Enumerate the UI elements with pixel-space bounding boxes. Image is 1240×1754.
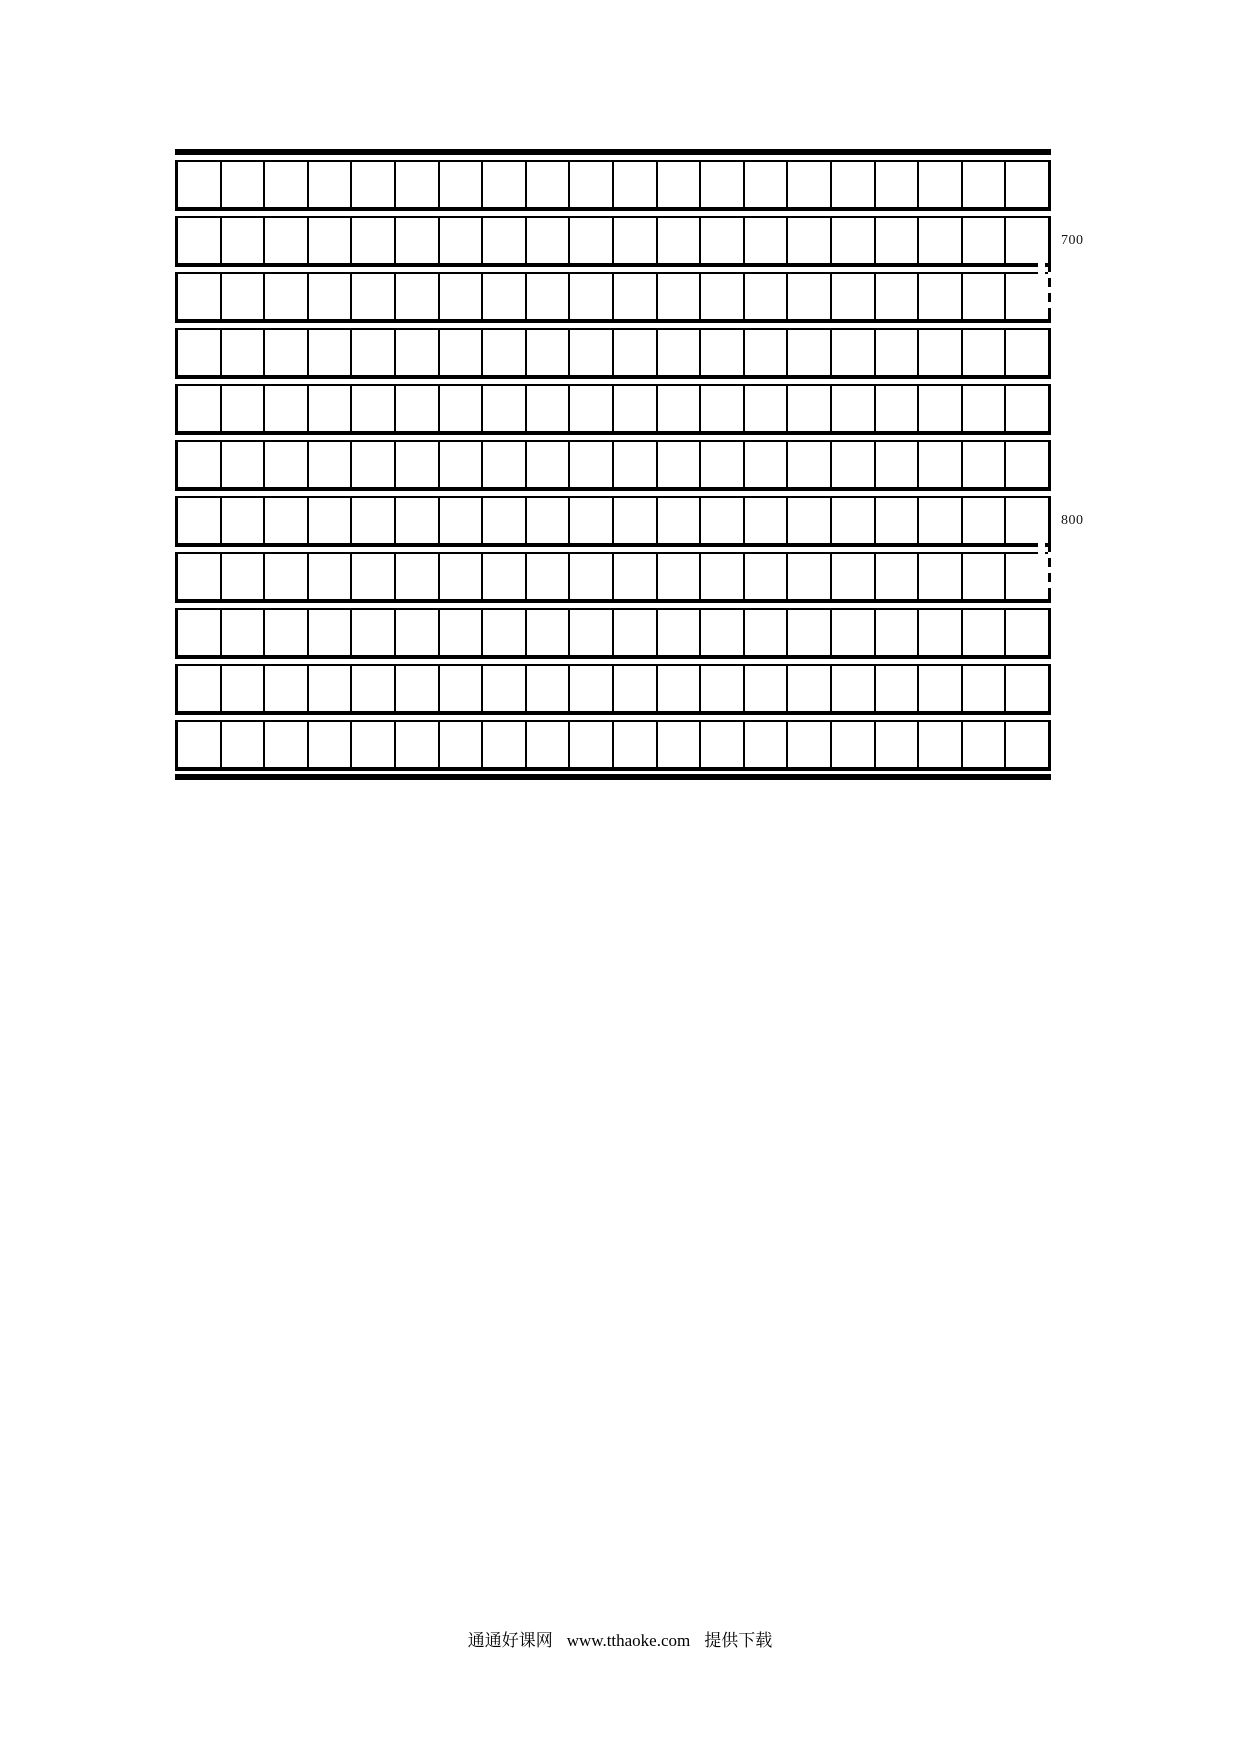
writing-cell xyxy=(963,162,1007,207)
writing-cell xyxy=(222,442,266,487)
writing-cell xyxy=(396,442,440,487)
writing-cell xyxy=(1006,162,1048,207)
writing-cell xyxy=(483,218,527,263)
grid-row xyxy=(175,552,1051,603)
writing-cell xyxy=(1006,554,1048,599)
writing-cell xyxy=(745,218,789,263)
writing-cell xyxy=(701,666,745,711)
writing-cell xyxy=(919,162,963,207)
writing-cell xyxy=(309,442,353,487)
writing-cell xyxy=(658,498,702,543)
writing-cell xyxy=(658,722,702,767)
footer-url: www.tthaoke.com xyxy=(566,1631,691,1650)
writing-cell xyxy=(745,330,789,375)
writing-cell xyxy=(701,330,745,375)
writing-cell xyxy=(658,218,702,263)
writing-cell xyxy=(745,386,789,431)
writing-cell xyxy=(745,498,789,543)
writing-cell xyxy=(178,442,222,487)
writing-cell xyxy=(483,330,527,375)
writing-cell xyxy=(745,666,789,711)
writing-cell xyxy=(614,666,658,711)
writing-cell xyxy=(440,330,484,375)
writing-cell xyxy=(527,554,571,599)
writing-cell xyxy=(352,442,396,487)
writing-cell xyxy=(265,610,309,655)
grid-row xyxy=(175,608,1051,659)
writing-cell xyxy=(963,610,1007,655)
writing-cell xyxy=(352,666,396,711)
writing-cell xyxy=(352,722,396,767)
writing-cell xyxy=(178,498,222,543)
writing-cell xyxy=(919,218,963,263)
writing-cell xyxy=(178,610,222,655)
writing-cell xyxy=(483,498,527,543)
writing-cell xyxy=(527,218,571,263)
grid-row xyxy=(175,384,1051,435)
writing-cell xyxy=(745,274,789,319)
writing-cell xyxy=(788,610,832,655)
writing-cell xyxy=(396,666,440,711)
writing-cell xyxy=(527,722,571,767)
writing-cell xyxy=(701,162,745,207)
writing-cell xyxy=(658,274,702,319)
writing-cell xyxy=(614,274,658,319)
footer xyxy=(0,1631,1240,1651)
writing-cell xyxy=(832,330,876,375)
writing-cell xyxy=(701,722,745,767)
writing-cell xyxy=(222,722,266,767)
writing-cell xyxy=(919,330,963,375)
writing-cell xyxy=(352,330,396,375)
writing-cell xyxy=(788,330,832,375)
writing-cell xyxy=(658,442,702,487)
writing-cell xyxy=(527,666,571,711)
writing-cell xyxy=(963,274,1007,319)
writing-cell xyxy=(396,498,440,543)
writing-cell xyxy=(352,610,396,655)
writing-cell xyxy=(440,274,484,319)
writing-cell xyxy=(483,722,527,767)
writing-cell xyxy=(222,274,266,319)
writing-cell xyxy=(1006,666,1048,711)
writing-cell xyxy=(440,498,484,543)
writing-cell xyxy=(1006,274,1048,319)
grid-row xyxy=(175,216,1051,267)
writing-cell xyxy=(701,218,745,263)
writing-cell xyxy=(222,498,266,543)
writing-cell xyxy=(222,386,266,431)
writing-cell xyxy=(832,274,876,319)
writing-cell xyxy=(309,162,353,207)
word-count-marker-800: 800 xyxy=(1061,513,1084,528)
writing-cell xyxy=(527,330,571,375)
writing-cell xyxy=(614,330,658,375)
writing-cell xyxy=(919,274,963,319)
grid-row xyxy=(175,720,1051,771)
writing-cell xyxy=(265,442,309,487)
writing-cell xyxy=(1006,442,1048,487)
writing-cell xyxy=(919,386,963,431)
writing-cell xyxy=(527,274,571,319)
writing-cell xyxy=(832,162,876,207)
writing-cell xyxy=(788,274,832,319)
word-count-marker-700: 700 xyxy=(1061,233,1084,248)
writing-cell xyxy=(265,274,309,319)
writing-cell xyxy=(832,218,876,263)
writing-cell xyxy=(440,162,484,207)
writing-cell xyxy=(265,722,309,767)
writing-cell xyxy=(919,554,963,599)
writing-cell xyxy=(440,722,484,767)
writing-cell xyxy=(658,554,702,599)
footer-suffix: 提供下载 xyxy=(704,1631,773,1650)
writing-cell xyxy=(352,274,396,319)
writing-cell xyxy=(352,218,396,263)
writing-cell xyxy=(963,666,1007,711)
grid-bottom-border xyxy=(175,774,1051,780)
writing-cell xyxy=(178,162,222,207)
writing-cell xyxy=(1006,498,1048,543)
writing-cell xyxy=(265,498,309,543)
writing-cell xyxy=(788,442,832,487)
writing-cell xyxy=(963,386,1007,431)
writing-cell xyxy=(832,610,876,655)
writing-cell xyxy=(658,610,702,655)
writing-cell xyxy=(483,554,527,599)
writing-cell xyxy=(745,722,789,767)
writing-cell xyxy=(265,666,309,711)
writing-cell xyxy=(570,218,614,263)
writing-cell xyxy=(614,498,658,543)
writing-cell xyxy=(440,386,484,431)
writing-cell xyxy=(745,554,789,599)
writing-cell xyxy=(352,386,396,431)
writing-cell xyxy=(876,274,920,319)
writing-cell xyxy=(527,610,571,655)
grid-row xyxy=(175,160,1051,211)
writing-cell xyxy=(658,330,702,375)
writing-cell xyxy=(614,610,658,655)
writing-cell xyxy=(701,554,745,599)
writing-cell xyxy=(483,274,527,319)
writing-cell xyxy=(352,162,396,207)
writing-cell xyxy=(788,666,832,711)
writing-cell xyxy=(527,386,571,431)
writing-cell xyxy=(527,162,571,207)
writing-cell xyxy=(788,554,832,599)
writing-cell xyxy=(1006,218,1048,263)
grid-row xyxy=(175,496,1051,547)
writing-cell xyxy=(396,554,440,599)
writing-cell xyxy=(309,722,353,767)
writing-cell xyxy=(658,162,702,207)
writing-cell xyxy=(570,666,614,711)
writing-cell xyxy=(570,498,614,543)
writing-cell xyxy=(876,218,920,263)
writing-cell xyxy=(570,722,614,767)
writing-cell xyxy=(701,386,745,431)
writing-cell xyxy=(963,442,1007,487)
writing-cell xyxy=(570,330,614,375)
writing-cell xyxy=(1006,722,1048,767)
writing-cell xyxy=(178,722,222,767)
writing-cell xyxy=(178,330,222,375)
writing-cell xyxy=(1006,386,1048,431)
writing-cell xyxy=(701,274,745,319)
writing-cell xyxy=(963,218,1007,263)
writing-cell xyxy=(614,442,658,487)
writing-cell xyxy=(1006,610,1048,655)
writing-cell xyxy=(570,274,614,319)
writing-cell xyxy=(178,554,222,599)
writing-cell xyxy=(832,722,876,767)
border-gap xyxy=(1038,539,1045,555)
writing-cell xyxy=(788,162,832,207)
grid-row xyxy=(175,272,1051,323)
writing-cell xyxy=(745,610,789,655)
writing-cell xyxy=(788,498,832,543)
writing-cell xyxy=(265,554,309,599)
writing-cell xyxy=(309,274,353,319)
writing-cell xyxy=(876,162,920,207)
footer-site-name: 通通好课网 xyxy=(467,1631,553,1650)
writing-cell xyxy=(483,162,527,207)
writing-cell xyxy=(483,666,527,711)
border-gap xyxy=(1038,259,1045,275)
writing-cell xyxy=(352,554,396,599)
grid-rows xyxy=(175,160,1051,771)
writing-cell xyxy=(832,498,876,543)
writing-cell xyxy=(265,386,309,431)
writing-cell xyxy=(396,386,440,431)
writing-cell xyxy=(658,386,702,431)
writing-cell xyxy=(440,218,484,263)
writing-cell xyxy=(919,722,963,767)
writing-cell xyxy=(614,554,658,599)
writing-cell xyxy=(483,610,527,655)
writing-cell xyxy=(832,666,876,711)
grid-row xyxy=(175,328,1051,379)
writing-cell xyxy=(876,386,920,431)
writing-cell xyxy=(963,498,1007,543)
grid-top-border xyxy=(175,149,1051,155)
composition-grid xyxy=(175,149,1051,780)
writing-cell xyxy=(222,330,266,375)
writing-cell xyxy=(876,498,920,543)
writing-cell xyxy=(440,666,484,711)
writing-cell xyxy=(483,386,527,431)
writing-cell xyxy=(963,722,1007,767)
writing-cell xyxy=(701,498,745,543)
writing-cell xyxy=(701,610,745,655)
writing-cell xyxy=(396,722,440,767)
writing-cell xyxy=(963,554,1007,599)
writing-cell xyxy=(440,442,484,487)
dashed-border-segment xyxy=(1048,263,1051,315)
writing-cell xyxy=(396,162,440,207)
writing-cell xyxy=(222,610,266,655)
writing-cell xyxy=(527,442,571,487)
writing-cell xyxy=(832,554,876,599)
writing-cell xyxy=(527,498,571,543)
writing-cell xyxy=(919,442,963,487)
writing-cell xyxy=(309,666,353,711)
writing-cell xyxy=(701,442,745,487)
writing-cell xyxy=(876,442,920,487)
writing-cell xyxy=(352,498,396,543)
writing-cell xyxy=(614,162,658,207)
writing-cell xyxy=(570,162,614,207)
writing-cell xyxy=(963,330,1007,375)
writing-cell xyxy=(658,666,702,711)
writing-cell xyxy=(745,442,789,487)
grid-row xyxy=(175,664,1051,715)
writing-cell xyxy=(178,274,222,319)
writing-cell xyxy=(309,610,353,655)
writing-cell xyxy=(614,386,658,431)
writing-cell xyxy=(919,666,963,711)
writing-cell xyxy=(745,162,789,207)
writing-cell xyxy=(832,442,876,487)
writing-cell xyxy=(570,386,614,431)
writing-cell xyxy=(396,218,440,263)
writing-cell xyxy=(309,554,353,599)
writing-cell xyxy=(309,330,353,375)
writing-cell xyxy=(876,554,920,599)
writing-cell xyxy=(265,330,309,375)
writing-cell xyxy=(919,610,963,655)
writing-cell xyxy=(396,610,440,655)
writing-cell xyxy=(570,554,614,599)
writing-cell xyxy=(570,442,614,487)
writing-cell xyxy=(919,498,963,543)
writing-cell xyxy=(309,386,353,431)
writing-cell xyxy=(178,218,222,263)
writing-cell xyxy=(265,218,309,263)
writing-cell xyxy=(222,666,266,711)
writing-cell xyxy=(614,722,658,767)
writing-cell xyxy=(265,162,309,207)
writing-cell xyxy=(832,386,876,431)
writing-cell xyxy=(440,610,484,655)
writing-cell xyxy=(876,330,920,375)
writing-cell xyxy=(876,610,920,655)
writing-cell xyxy=(222,218,266,263)
writing-cell xyxy=(440,554,484,599)
writing-cell xyxy=(570,610,614,655)
grid-row xyxy=(175,440,1051,491)
writing-cell xyxy=(614,218,658,263)
writing-cell xyxy=(309,218,353,263)
writing-cell xyxy=(483,442,527,487)
writing-cell xyxy=(178,386,222,431)
writing-cell xyxy=(396,274,440,319)
writing-cell xyxy=(1006,330,1048,375)
writing-cell xyxy=(396,330,440,375)
writing-cell xyxy=(309,498,353,543)
writing-cell xyxy=(876,666,920,711)
writing-cell xyxy=(876,722,920,767)
writing-cell xyxy=(788,218,832,263)
writing-cell xyxy=(222,554,266,599)
writing-cell xyxy=(788,386,832,431)
writing-cell xyxy=(222,162,266,207)
writing-cell xyxy=(178,666,222,711)
writing-cell xyxy=(788,722,832,767)
dashed-border-segment xyxy=(1048,543,1051,595)
